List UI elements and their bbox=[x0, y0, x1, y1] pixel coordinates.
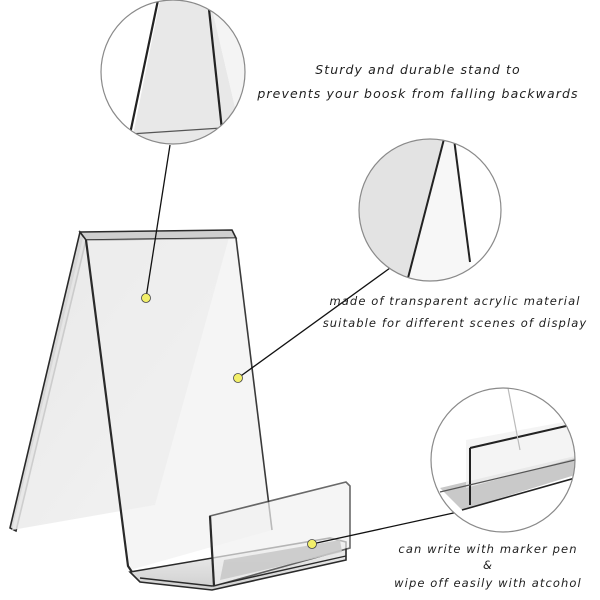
caption-bottom-line1: can write with marker pen bbox=[398, 542, 578, 556]
callout-dot-middle bbox=[234, 374, 243, 383]
caption-bottom-ampersand: & bbox=[482, 558, 494, 572]
magnifier-lens-top bbox=[101, 0, 260, 150]
caption-middle-line2: suitable for different scenes of display bbox=[322, 316, 588, 330]
magnifier-lens-middle bbox=[359, 139, 501, 281]
caption-top-line1: Sturdy and durable stand to bbox=[315, 62, 521, 77]
caption-top-line2: prevents your boosk from falling backwards bbox=[257, 86, 579, 101]
callout-dot-top bbox=[142, 294, 151, 303]
magnifier-lens-bottom bbox=[431, 388, 575, 532]
caption-middle-line1: made of transparent acrylic material bbox=[329, 294, 581, 308]
caption-bottom-line3: wipe off easily with atcohol bbox=[394, 576, 582, 590]
callout-dot-bottom bbox=[308, 540, 317, 549]
acrylic-book-stand bbox=[10, 230, 350, 590]
